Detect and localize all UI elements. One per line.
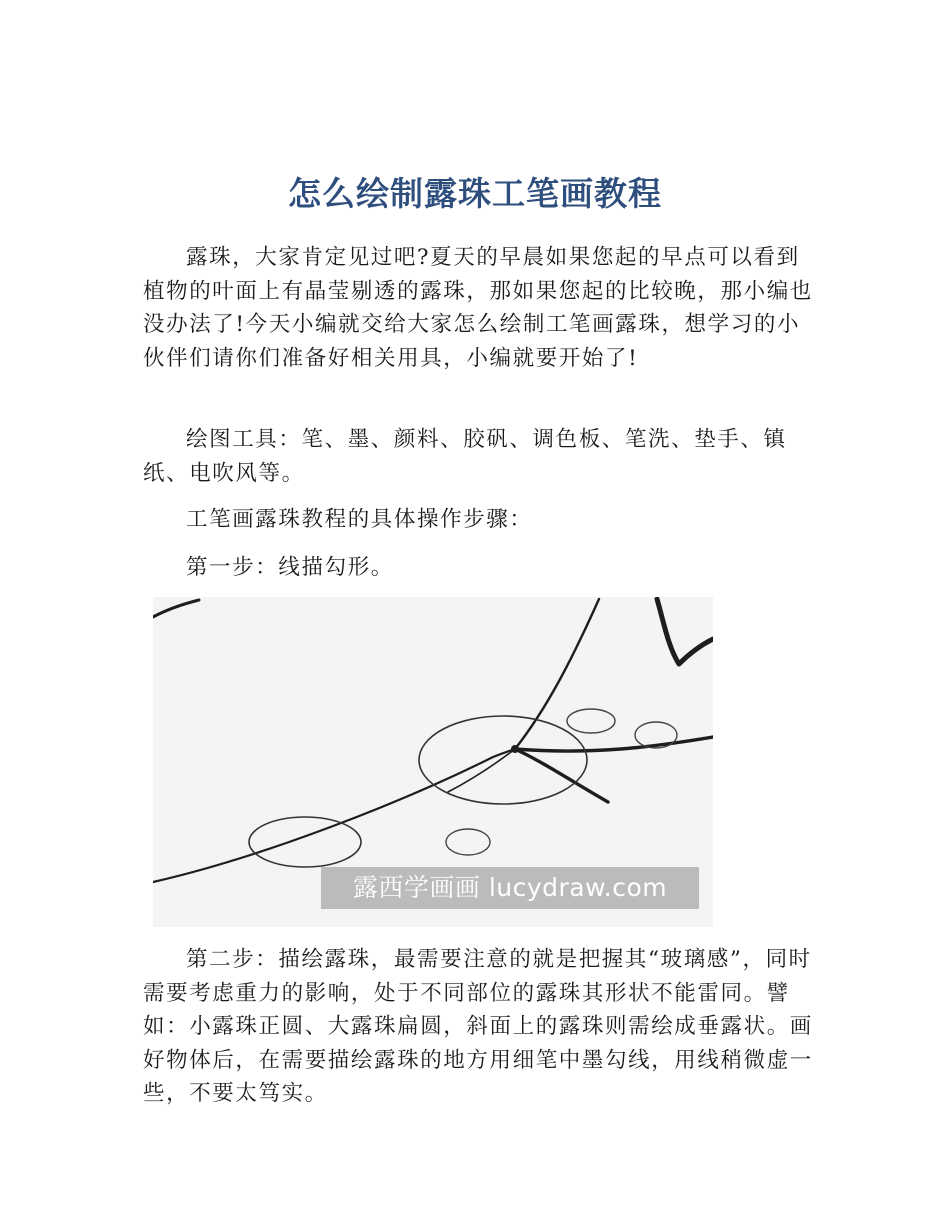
stroke-top-right-hook bbox=[657, 599, 713, 664]
dewdrop-large bbox=[419, 716, 587, 804]
paragraph-steps-intro: 工笔画露珠教程的具体操作步骤： bbox=[186, 507, 533, 532]
paragraph-step1: 第一步：线描勾形。 bbox=[186, 555, 394, 580]
paragraph-intro: 露珠，大家肯定见过吧?夏天的早晨如果您起的早点可以看到植物的叶面上有晶莹剔透的露珠，那如果您起的比较晚，那小编也没办法了!今天小编就交给大家怎么绘制工笔画露珠，想学习的小伙伴们请你们准备好相关用具，小编就要开始了! bbox=[143, 245, 813, 371]
stroke-bottom-stem bbox=[153, 749, 515, 882]
paragraph-step2: 第二步：描绘露珠，最需要注意的就是把握其“玻璃感”，同时需要考虑重力的影响，处于不同部位的露珠其形状不能雷同。譬如：小露珠正圆、大露珠扁圆，斜面上的露珠则需绘成垂露状。画好物体后，在需要描绘露珠的地方用细笔中墨勾线，用线稍微虚一些，不要太笃实。 bbox=[143, 947, 813, 1106]
dewdrop-bottom-small bbox=[446, 829, 490, 855]
stroke-lower-right bbox=[515, 749, 608, 802]
paragraph-tools: 绘图工具：笔、墨、颜料、胶矾、调色板、笔洗、垫手、镇纸、电吹风等。 bbox=[143, 427, 787, 486]
stroke-left-thin bbox=[448, 749, 515, 792]
dewdrop-left bbox=[249, 817, 361, 867]
junction-dot bbox=[511, 745, 519, 753]
dewdrop-top-small bbox=[567, 709, 615, 733]
stroke-right-leaf bbox=[515, 737, 713, 751]
page-title: 怎么绘制露珠工笔画教程 bbox=[288, 174, 662, 214]
watermark: 露西学画画 lucydraw.com bbox=[321, 867, 699, 909]
stroke-top-left bbox=[153, 600, 199, 617]
dewdrop-line-drawing bbox=[153, 597, 713, 927]
